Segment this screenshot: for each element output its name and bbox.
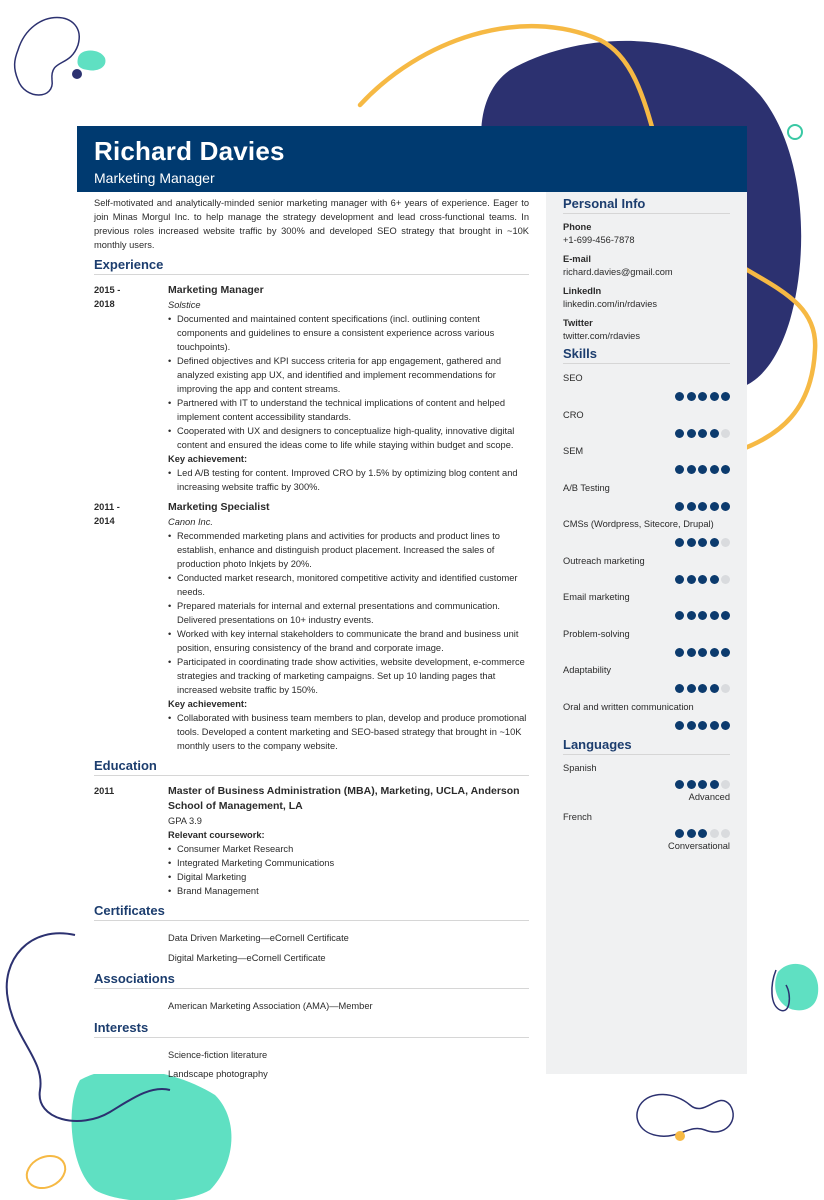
rating-dots (563, 684, 730, 693)
rating-dot-filled (687, 392, 696, 401)
job-bullets (168, 312, 529, 452)
experience-heading: Experience (94, 258, 529, 275)
language-item (563, 763, 730, 812)
rating-dot-empty (710, 829, 719, 838)
rating-dot-filled (687, 575, 696, 584)
personal-info-item (563, 254, 730, 277)
certificate-item: Data Driven Marketing—eCornell Certificate (168, 933, 349, 943)
rating-dot-filled (710, 429, 719, 438)
key-achievement-label: Key achievement: (168, 454, 248, 464)
linkedin-value: linkedin.com/in/rdavies (563, 299, 658, 309)
rating-dot-filled (721, 721, 730, 730)
interests-heading: Interests (94, 1021, 529, 1038)
skill-name: CRO (563, 409, 584, 420)
rating-dot-filled (698, 648, 707, 657)
mint-blob-right (775, 964, 818, 1010)
rating-dot-empty (721, 684, 730, 693)
phone-value: +1-699-456-7878 (563, 235, 635, 245)
language-level: Advanced (688, 792, 730, 802)
twitter-label: Twitter (563, 318, 593, 328)
language-item (563, 812, 730, 861)
job-bullet: • Conducted market research, monitored competitive activity and identified customer needs. (168, 571, 529, 599)
rating-dot-filled (687, 611, 696, 620)
job-bullet: • Participated in coordinating trade show activities, website development, e-commerce strategies and tracking of marketing campaigns. Set up 10 landing pages that increased website traffic by 150%. (168, 655, 529, 697)
mint-blob-topleft (77, 51, 105, 71)
skill-item (563, 518, 730, 555)
mint-blob-bottomleft (72, 1069, 232, 1200)
navy-loop-bottomright (637, 1094, 733, 1136)
rating-dot-filled (698, 780, 707, 789)
rating-dot-filled (721, 465, 730, 474)
teal-ring-right (788, 125, 802, 139)
rating-dot-filled (698, 538, 707, 547)
coursework-item: • Digital Marketing (168, 870, 529, 884)
rating-dot-filled (687, 538, 696, 547)
skill-item (563, 445, 730, 482)
achievement-bullets (168, 711, 529, 753)
rating-dot-filled (710, 575, 719, 584)
skill-name: Oral and written communication (563, 701, 694, 712)
rating-dot-filled (675, 465, 684, 474)
rating-dot-filled (687, 684, 696, 693)
languages-heading: Languages (563, 737, 730, 755)
key-achievement-label: Key achievement: (168, 699, 248, 709)
rating-dot-filled (710, 611, 719, 620)
rating-dot-filled (710, 502, 719, 511)
date-end: 2014 (94, 516, 115, 526)
rating-dot-empty (721, 429, 730, 438)
job-title: Marketing Manager (168, 284, 264, 296)
candidate-name: Richard Davies (94, 136, 285, 166)
achievement-bullet: • Led A/B testing for content. Improved CRO by 1.5% by optimizing blog content and increasing website traffic by 300%. (168, 466, 529, 494)
rating-dot-filled (710, 721, 719, 730)
job-bullet: • Recommended marketing plans and activities for products and product lines to establish, enhance and distinguish product placement. Increased the sales of production photo Inkjets by 20%. (168, 529, 529, 571)
job-bullet: • Prepared materials for internal and external presentations and communication. Delivered presentations on 10+ industry events. (168, 599, 529, 627)
interest-item: Science-fiction literature (168, 1049, 268, 1060)
rating-dot-filled (698, 465, 707, 474)
company-name: Canon Inc. (168, 517, 213, 527)
phone-label: Phone (563, 222, 592, 232)
language-name: French (563, 812, 592, 822)
rating-dots (563, 465, 730, 474)
navy-dot-topleft (72, 69, 82, 79)
association-item: American Marketing Association (AMA)—Member (168, 1001, 373, 1011)
summary-text: Self-motivated and analytically-minded senior marketing manager with 6+ years of experience. Eager to join Minas Morgul Inc. to help manage the strategy development and lead cross-functional teams. In previous roles increased website traffic by 300% and developed SEO strategy that brought in ~10K monthly users. (94, 198, 529, 250)
company-name: Solstice (168, 300, 201, 310)
rating-dot-filled (687, 829, 696, 838)
skill-item (563, 372, 730, 409)
education-entry (94, 784, 529, 898)
gpa-text: GPA 3.9 (168, 816, 202, 826)
skill-item (563, 701, 730, 738)
job-bullet: • Worked with key internal stakeholders to communicate the brand and business unit position, ensuring consistency of the brand and corporate image. (168, 627, 529, 655)
rating-dot-filled (698, 829, 707, 838)
languages-list (563, 763, 730, 861)
yellow-ring-bottomleft (22, 1150, 71, 1194)
interest-item: Landscape photography (168, 1069, 268, 1079)
rating-dot-empty (721, 829, 730, 838)
rating-dot-filled (675, 721, 684, 730)
skill-name: CMSs (Wordpress, Sitecore, Drupal) (563, 519, 714, 529)
rating-dot-filled (698, 684, 707, 693)
coursework-item: • Consumer Market Research (168, 842, 529, 856)
rating-dot-filled (698, 502, 707, 511)
rating-dot-filled (698, 392, 707, 401)
job-bullet: • Partnered with IT to understand the technical implications of content and helped implement content accessibility standards. (168, 396, 529, 424)
date-end: 2018 (94, 299, 115, 309)
job-bullet: • Defined objectives and KPI success criteria for app engagement, gathered and analyzed existing app UX, and identified and implement recommendations for improving the app and content streams. (168, 354, 529, 396)
education-date: 2011 (94, 786, 115, 796)
associations-heading: Associations (94, 972, 529, 989)
rating-dot-filled (687, 429, 696, 438)
degree-title: Master of Business Administration (MBA), Marketing, UCLA, Anderson School of Management, LA (168, 785, 520, 812)
rating-dots (563, 575, 730, 584)
rating-dot-filled (721, 392, 730, 401)
certificates-heading: Certificates (94, 904, 529, 921)
sidebar-column (563, 196, 730, 861)
language-level: Conversational (667, 841, 730, 851)
language-name: Spanish (563, 763, 597, 773)
rating-dot-filled (721, 502, 730, 511)
coursework-list (168, 842, 529, 898)
experience-entry (94, 500, 529, 753)
personal-info-item (563, 286, 730, 309)
rating-dot-filled (710, 465, 719, 474)
coursework-label: Relevant coursework: (168, 830, 265, 840)
twitter-value: twitter.com/rdavies (563, 331, 640, 341)
skill-name: Adaptability (563, 665, 612, 675)
candidate-role: Marketing Manager (94, 170, 215, 186)
rating-dot-filled (721, 648, 730, 657)
rating-dot-filled (721, 611, 730, 620)
date-start: 2011 - (94, 502, 120, 512)
rating-dots (563, 429, 730, 438)
rating-dot-filled (710, 684, 719, 693)
skill-item (563, 591, 730, 628)
education-heading: Education (94, 759, 529, 776)
skill-item (563, 628, 730, 665)
skill-name: Email marketing (563, 592, 630, 602)
rating-dots (563, 829, 730, 838)
rating-dot-filled (675, 575, 684, 584)
linkedin-label: LinkedIn (563, 286, 602, 296)
skill-item (563, 664, 730, 701)
rating-dots (563, 538, 730, 547)
skills-heading: Skills (563, 346, 730, 364)
coursework-item: • Integrated Marketing Communications (168, 856, 529, 870)
personal-info-item (563, 222, 730, 245)
rating-dot-filled (698, 721, 707, 730)
rating-dot-filled (687, 648, 696, 657)
experience-dates (94, 283, 168, 494)
job-title: Marketing Specialist (168, 501, 270, 513)
main-column (94, 196, 529, 1085)
rating-dot-filled (687, 465, 696, 474)
navy-loop-topleft (15, 18, 80, 96)
rating-dot-filled (675, 611, 684, 620)
rating-dots (563, 611, 730, 620)
personal-info-item (563, 318, 730, 341)
rating-dot-filled (687, 721, 696, 730)
achievement-bullets (168, 466, 529, 494)
rating-dot-filled (710, 392, 719, 401)
skills-list (563, 372, 730, 737)
rating-dots (563, 392, 730, 401)
experience-entry (94, 283, 529, 494)
rating-dot-filled (675, 684, 684, 693)
rating-dot-filled (710, 538, 719, 547)
rating-dot-filled (687, 780, 696, 789)
rating-dot-filled (675, 829, 684, 838)
skill-name: SEM (563, 446, 584, 456)
yellow-dot-bottomright (675, 1131, 685, 1141)
experience-dates (94, 500, 168, 753)
rating-dots (563, 721, 730, 730)
rating-dots (563, 648, 730, 657)
achievement-bullet: • Collaborated with business team members to plan, develop and produce promotional tools. Developed a content marketing and SEO-based strategy that brought in ~10K monthly users to the company website. (168, 711, 529, 753)
rating-dots (563, 502, 730, 511)
skill-item (563, 555, 730, 592)
rating-dot-filled (675, 780, 684, 789)
personal-info-heading: Personal Info (563, 196, 730, 214)
rating-dot-filled (675, 502, 684, 511)
coursework-item: • Brand Management (168, 884, 529, 898)
rating-dot-filled (698, 611, 707, 620)
rating-dot-filled (675, 648, 684, 657)
job-bullet: • Documented and maintained content specifications (incl. outlining content components and guidelines to ensure a consistent experience across various touchpoints). (168, 312, 529, 354)
rating-dots (563, 780, 730, 789)
rating-dot-filled (675, 538, 684, 547)
rating-dot-filled (675, 429, 684, 438)
skill-item (563, 482, 730, 519)
rating-dot-filled (687, 502, 696, 511)
rating-dot-filled (698, 429, 707, 438)
skill-name: SEO (563, 373, 583, 383)
email-label: E-mail (563, 254, 591, 264)
skill-name: A/B Testing (563, 482, 610, 493)
skill-name: Problem-solving (563, 628, 630, 639)
rating-dot-filled (710, 648, 719, 657)
skill-name: Outreach marketing (563, 555, 645, 566)
date-start: 2015 - (94, 285, 121, 295)
certificate-item: Digital Marketing—eCornell Certificate (168, 952, 326, 963)
job-bullet: • Cooperated with UX and designers to conceptualize high-quality, innovative digital content and ensured the ideas come to life while staying within budget and scope. (168, 424, 529, 452)
skill-item (563, 409, 730, 446)
rating-dot-filled (710, 780, 719, 789)
email-value: richard.davies@gmail.com (563, 267, 673, 277)
rating-dot-empty (721, 575, 730, 584)
job-bullets (168, 529, 529, 697)
rating-dot-empty (721, 538, 730, 547)
rating-dot-filled (698, 575, 707, 584)
resume-header (77, 126, 747, 192)
rating-dot-empty (721, 780, 730, 789)
rating-dot-filled (675, 392, 684, 401)
